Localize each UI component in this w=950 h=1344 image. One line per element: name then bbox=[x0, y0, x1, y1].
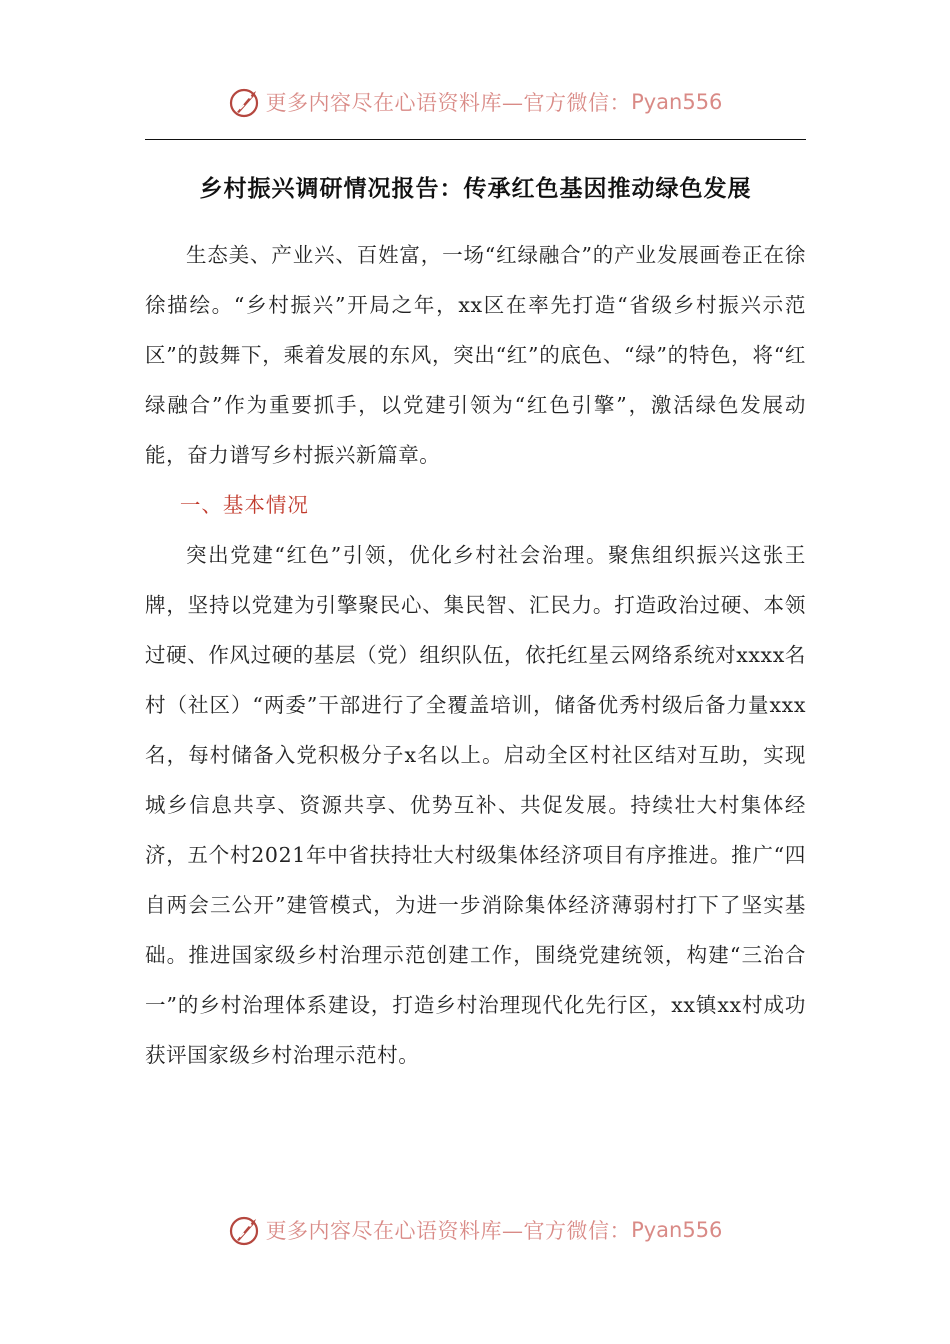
banner-wechat-id: Pyan556 bbox=[631, 90, 723, 114]
document-title: 乡村振兴调研情况报告：传承红色基因推动绿色发展 bbox=[199, 176, 752, 202]
intro-paragraph: 生态美、产业兴、百姓富，一场“红绿融合”的产业发展画卷正在徐徐描绘。“乡村振兴”开局之年，xx区在率先打造“省级乡村振兴示范区”的鼓舞下，乘着发展的东风，突出“红”的底色、“绿”的特色，将“红绿融合”作为重要抓手，以党建引领为“红色引擎”，激活绿色发展动能，奋力谱写乡村振兴新篇章。 bbox=[145, 243, 806, 467]
banner-wechat-id: Pyan556 bbox=[631, 1218, 723, 1242]
header-banner bbox=[0, 82, 950, 122]
section-heading-basic-situation: 一、基本情况 bbox=[179, 493, 309, 517]
document-body bbox=[145, 230, 806, 1080]
footer-banner bbox=[0, 1210, 950, 1250]
banner-text: 更多内容尽在心语资料库—官方微信： bbox=[265, 91, 632, 115]
section-paragraph: 突出党建“红色”引领，优化乡村社会治理。聚焦组织振兴这张王牌，坚持以党建为引擎聚民心、集民智、汇民力。打造政治过硬、本领过硬、作风过硬的基层（党）组织队伍，依托红星云网络系统对xxxx名村（社区）“两委”干部进行了全覆盖培训，储备优秀村级后备力量xxx名，每村储备入党积极分子x名以上。启动全区村社区结对互助，实现城乡信息共享、资源共享、优势互补、共促发展。持续壮大村集体经济，五个村2021年中省扶持壮大村级集体经济项目有序推进。推广“四自两会三公开”建管模式，为进一步消除集体经济薄弱村打下了坚实基础。推进国家级乡村治理示范创建工作，围绕党建统领，构建“三治合一”的乡村治理体系建设，打造乡村治理现代化先行区，xx镇xx村成功获评国家级乡村治理示范村。 bbox=[145, 543, 806, 1067]
pen-nib-circle-icon bbox=[228, 1213, 262, 1247]
banner-text: 更多内容尽在心语资料库—官方微信： bbox=[265, 1219, 632, 1243]
header-divider bbox=[145, 139, 806, 140]
pen-nib-circle-icon bbox=[228, 85, 262, 119]
